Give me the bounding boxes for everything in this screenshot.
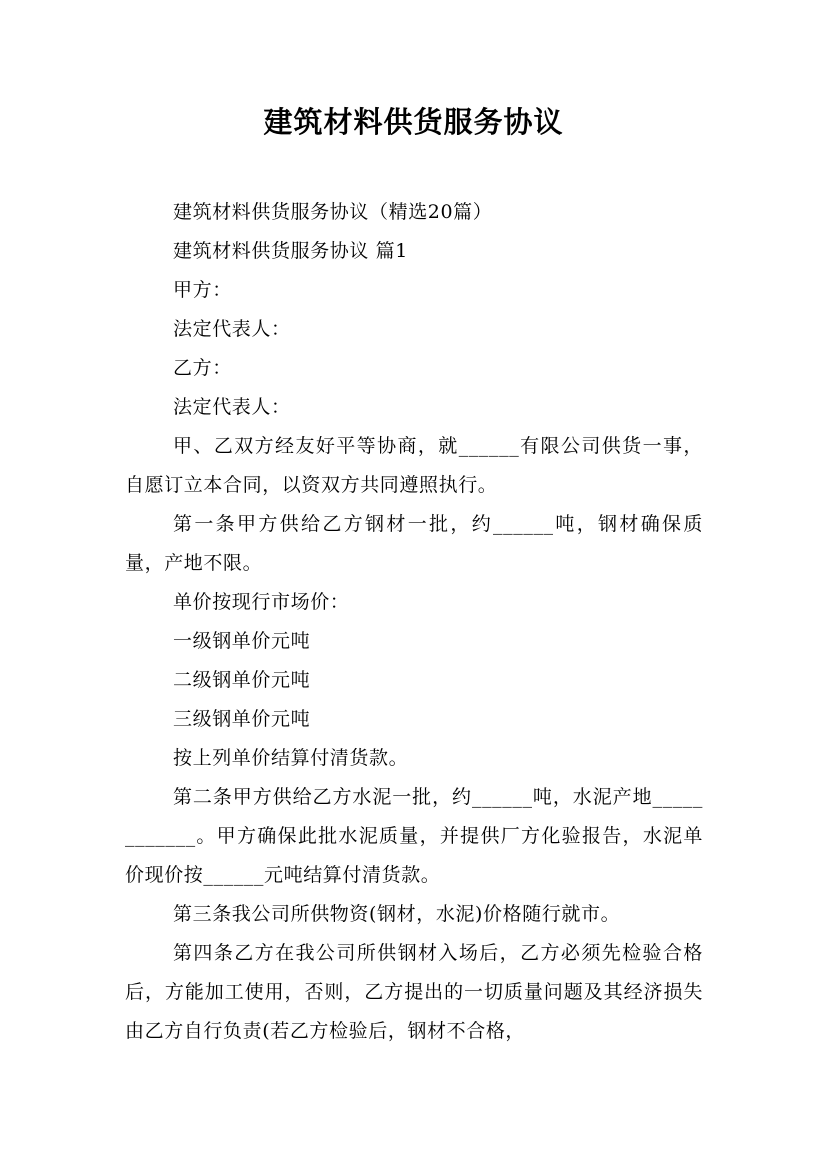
paragraph-subtitle: 建筑材料供货服务协议（精选20篇） — [173, 201, 493, 223]
paragraph-party-a: 甲方： — [173, 279, 232, 301]
paragraph-section-heading: 建筑材料供货服务协议 篇1 — [173, 240, 408, 262]
paragraph-grade-1-steel: 一级钢单价元吨 — [173, 630, 311, 652]
paragraph-party-b: 乙方： — [173, 357, 232, 379]
paragraph-article-1: 第一条甲方供给乙方钢材一批，约______吨，钢材确保质量，产地不限。 — [125, 513, 703, 574]
paragraph-article-4: 第四条乙方在我公司所供钢材入场后，乙方必须先检验合格后，方能加工使用，否则，乙方提出的一切质量问题及其经济损失由乙方自行负责(若乙方检验后，钢材不合格， — [125, 942, 703, 1042]
document-title: 建筑材料供货服务协议 — [263, 105, 564, 139]
paragraph-settlement: 按上列单价结算付清货款。 — [173, 747, 409, 769]
paragraph-party-b-representative: 法定代表人： — [173, 396, 291, 418]
paragraph-party-a-representative: 法定代表人： — [173, 318, 291, 340]
paragraph-article-2: 第二条甲方供给乙方水泥一批，约______吨，水泥产地____________。甲方确保此批水泥质量，并提供厂方化验报告，水泥单价现价按______元吨结算付清货款。 — [125, 786, 703, 886]
paragraph-preamble: 甲、乙双方经友好平等协商，就______有限公司供货一事，自愿订立本合同，以资双方共同遵照执行。 — [125, 435, 703, 496]
paragraph-grade-3-steel: 三级钢单价元吨 — [173, 708, 311, 730]
document-body — [125, 193, 703, 1051]
paragraph-article-3: 第三条我公司所供物资(钢材，水泥)价格随行就市。 — [173, 903, 621, 925]
paragraph-unit-price: 单价按现行市场价： — [173, 591, 350, 613]
paragraph-grade-2-steel: 二级钢单价元吨 — [173, 669, 311, 691]
